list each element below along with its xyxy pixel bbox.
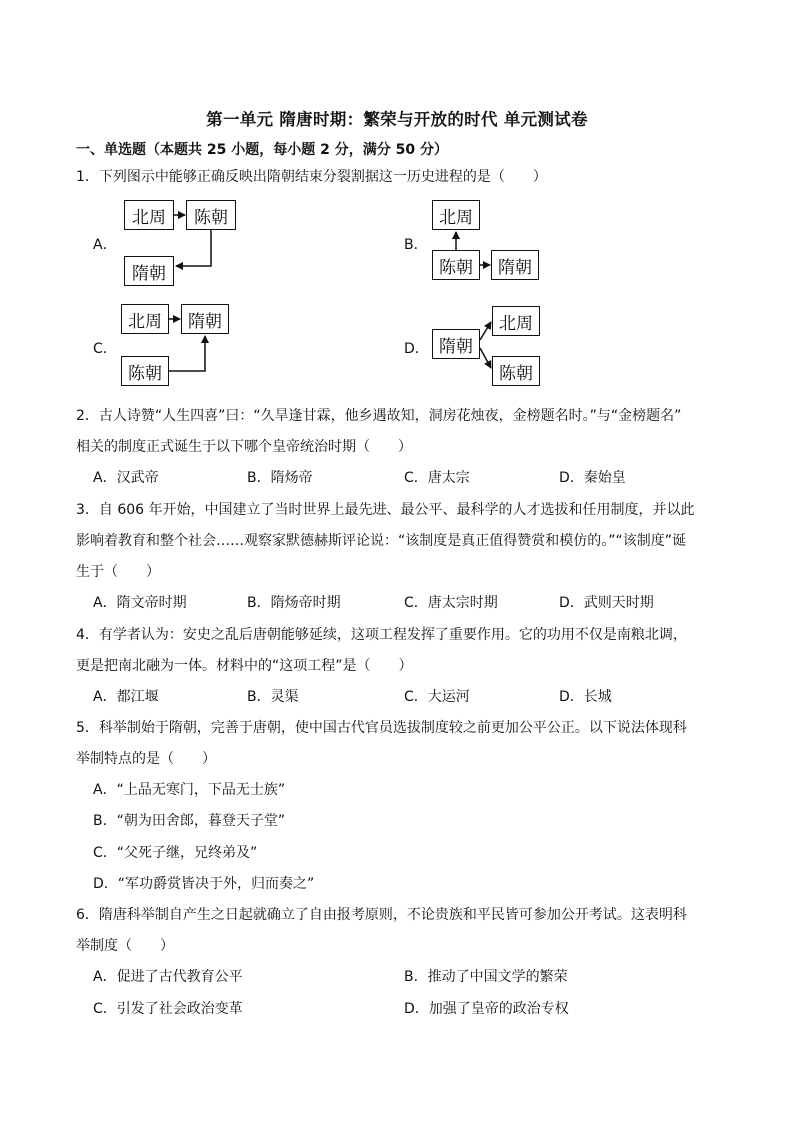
option-d-label: D． [404,341,429,357]
q6-option-d[interactable]: D．加强了皇帝的政治专权 [404,1001,569,1017]
option-b-label: B． [404,237,428,253]
q4-option-a[interactable]: A．都江堰 [93,689,159,705]
box-chenchao: 陈朝 [186,200,236,230]
q3-option-b[interactable]: B．隋炀帝时期 [247,595,341,611]
question-3-line-1: 3．自 606 年开始，中国建立了当时世界上最先进、最公平、最科学的人才选拔和任用制度，并以此 [76,502,695,518]
question-3-line-2: 影响着教育和整个社会……观察家默德赫斯评论说：“该制度是真正值得赞赏和模仿的。”“该制度”诞 [76,533,687,549]
arrow-d2 [480,348,491,368]
question-4-line-1: 4．有学者认为：安史之乱后唐朝能够延续，这项工程发挥了重要作用。它的功用不仅是南粮北调， [76,627,687,643]
box-suichao: 隋朝 [181,304,229,334]
question-6-line-2: 举制度（ ） [76,938,174,954]
q6-option-b[interactable]: B．推动了中国文学的繁荣 [404,969,568,985]
section-heading: 一、单选题（本题共 25 小题，每小题 2 分，满分 50 分） [76,142,448,158]
q3-option-c[interactable]: C．唐太宗时期 [404,595,498,611]
option-a-label: A． [93,237,117,253]
question-2-line-1: 2．古人诗赞“人生四喜”曰：“久旱逢甘霖，他乡遇故知，洞房花烛夜，金榜题名时。”与“金榜题名” [76,408,682,424]
box-chenchao: 陈朝 [492,356,540,386]
q2-option-d[interactable]: D．秦始皇 [559,470,626,486]
question-1-text: 1．下列图示中能够正确反映出隋朝结束分裂割据这一历史进程的是（ ） [76,169,547,185]
page-title: 第一单元 隋唐时期：繁荣与开放的时代 单元测试卷 [206,110,588,129]
question-4-line-2: 更是把南北融为一体。材料中的“这项工程”是（ ） [76,658,413,674]
q6-option-a[interactable]: A．促进了古代教育公平 [93,969,243,985]
question-5-line-1: 5．科举制始于隋朝，完善于唐朝，使中国古代官员选拔制度较之前更加公平公正。以下说法体现科 [76,720,687,736]
q3-option-d[interactable]: D．武则天时期 [559,595,654,611]
question-6-line-1: 6．隋唐科举制自产生之日起就确立了自由报考原则，不论贵族和平民皆可参加公开考试。这表明科 [76,907,687,923]
q5-option-d[interactable]: D．“军功爵赏皆决于外，归而奏之” [93,876,315,892]
q4-option-c[interactable]: C．大运河 [404,689,470,705]
q2-option-a[interactable]: A．汉武帝 [93,470,159,486]
q6-option-c[interactable]: C．引发了社会政治变革 [93,1001,243,1017]
box-chenchao: 陈朝 [121,356,169,386]
q5-option-c[interactable]: C．“父死子继，兄终弟及” [93,845,258,861]
q5-option-a[interactable]: A．“上品无寒门，下品无士族” [93,782,286,798]
box-beizhou: 北周 [121,304,169,334]
box-suichao: 隋朝 [124,256,174,286]
q5-option-b[interactable]: B．“朝为田舍郎，暮登天子堂” [93,813,286,829]
arrow-c2 [169,336,205,371]
arrow-d1 [480,322,491,340]
q4-option-d[interactable]: D．长城 [559,689,612,705]
box-suichao: 隋朝 [491,250,539,280]
box-beizhou: 北周 [124,200,174,230]
q2-option-b[interactable]: B．隋炀帝 [247,470,313,486]
arrow-a2 [176,230,211,266]
box-beizhou: 北周 [492,306,540,336]
option-c-label: C． [93,341,117,357]
q2-option-c[interactable]: C．唐太宗 [404,470,470,486]
q3-option-a[interactable]: A．隋文帝时期 [93,595,187,611]
box-chenchao: 陈朝 [432,250,480,280]
question-3-line-3: 生于（ ） [76,564,160,580]
question-5-line-2: 举制特点的是（ ） [76,751,216,767]
question-2-line-2: 相关的制度正式诞生于以下哪个皇帝统治时期（ ） [76,439,412,455]
box-suichao: 隋朝 [432,329,480,359]
box-beizhou: 北周 [432,200,480,230]
q4-option-b[interactable]: B．灵渠 [247,689,299,705]
